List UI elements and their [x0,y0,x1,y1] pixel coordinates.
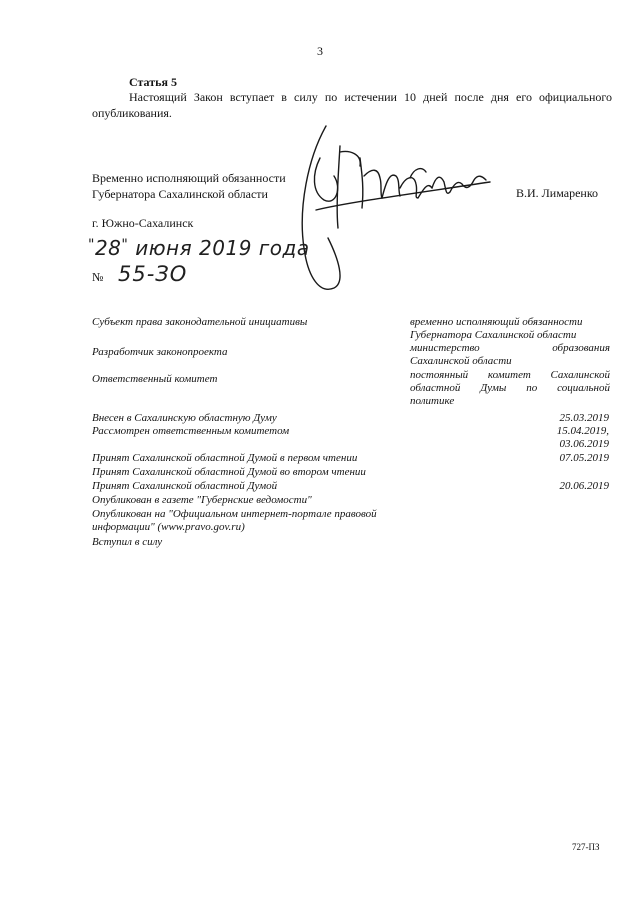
handwritten-number: 55-ЗО [118,262,188,286]
article-text-line: Настоящий Закон вступает в силу по истечении 10 дней после дня его официального [129,90,612,104]
event-label: Опубликован на "Официальном интернет-портале правовой [92,508,377,520]
document-code: 727-ПЗ [572,842,600,852]
event-label: Внесен в Сахалинскую областную Думу [92,412,277,424]
number-label: № [92,270,104,284]
event-date: 25.03.2019 [559,412,609,424]
info-value [410,342,610,368]
event-date: 07.05.2019 [559,452,609,464]
date-day: 28 [94,236,122,260]
event-date: 03.06.2019 [559,438,609,450]
article-text [92,89,612,121]
signer-title-line: Губернатора Сахалинской области [92,187,268,201]
event-label: Принят Сахалинской областной Думой в первом чтении [92,452,358,464]
event-label: Вступил в силу [92,536,163,548]
info-value [410,369,610,408]
info-value-line: политике [410,395,455,407]
event-label: Принят Сахалинской областной Думой [92,480,278,492]
date-month-year: июня 2019 года [135,236,310,260]
date-quote-close: " [121,237,129,253]
event-date: 20.06.2019 [559,480,609,492]
event-label: Рассмотрен ответственным комитетом [92,425,290,437]
info-label: Субъект права законодательной инициативы [92,316,308,328]
info-value-line: областной Думы по социальной [410,382,610,394]
info-value-line: временно исполняющий обязанности [410,316,583,328]
info-value-line: министерство образования [410,342,610,354]
info-value [410,316,610,342]
info-value-line: Сахалинской области [410,355,512,367]
event-date: 15.04.2019, [556,425,609,437]
event-label: информации" (www.pravo.gov.ru) [92,521,245,533]
article-text-line: опубликования. [92,106,172,120]
signer-title-line: Временно исполняющий обязанности [92,171,286,185]
info-label: Разработчик законопроекта [92,346,228,358]
info-value-line: Губернатора Сахалинской области [410,329,577,341]
signer-name: В.И. Лимаренко [516,186,599,200]
info-value-line: постоянный комитет Сахалинской [410,369,610,381]
handwritten-signature [290,118,500,298]
event-label: Принят Сахалинской областной Думой во втором чтении [92,466,366,478]
signer-title [92,170,286,202]
date-quote-open: " [88,237,95,253]
city: г. Южно-Сахалинск [92,216,194,230]
info-label: Ответственный комитет [92,373,218,385]
handwritten-date [88,236,310,260]
page-number: 3 [317,44,323,58]
article-title: Статья 5 [129,75,177,89]
event-label: Опубликован в газете "Губернские ведомости" [92,494,312,506]
